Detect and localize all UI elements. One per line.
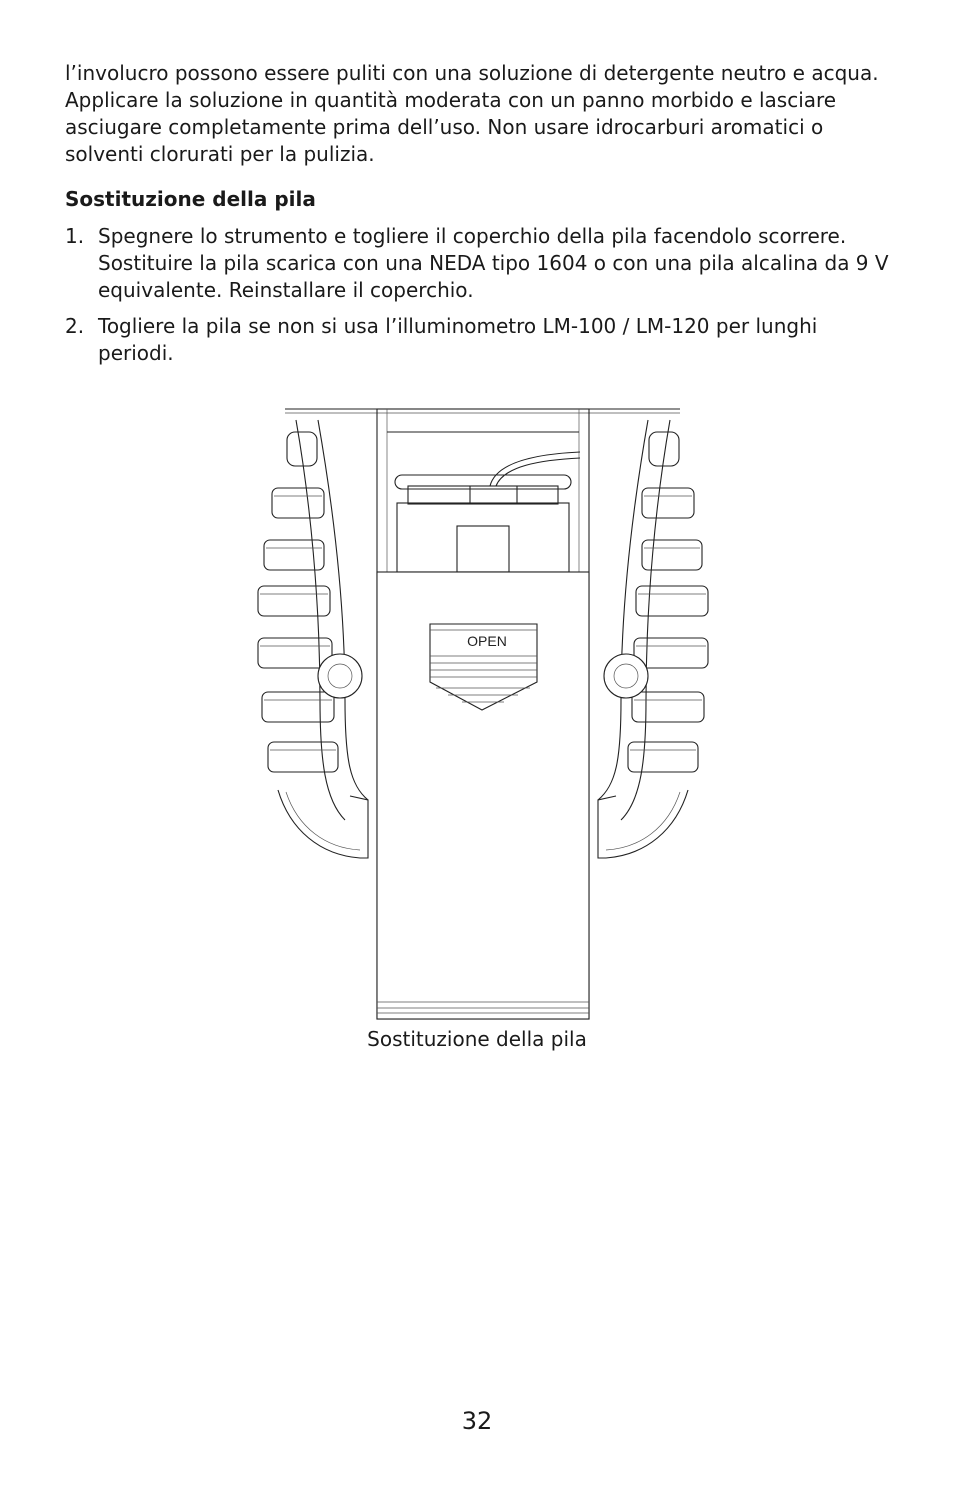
- section-heading: Sostituzione della pila: [65, 187, 316, 211]
- intro-paragraph: l’involucro possono essere puliti con una soluzione di detergente neutro e acqua. Applicare la soluzione in quantità moderata con un panno morbido e lasciare asciugare completamente prima dell’uso. Non usare idrocarburi aromatici o solventi clorurati per la pulizia.: [65, 61, 879, 166]
- step-text: Togliere la pila se non si usa l’illuminometro LM-100 / LM-120 per lunghi periodi.: [98, 314, 818, 365]
- step-text: Spegnere lo strumento e togliere il coperchio della pila facendolo scorrere. Sostituire la pila scarica con una NEDA tipo 1604 o con una pila alcalina da 9 V equivalente. Reinstallare il coperchio.: [98, 224, 889, 302]
- open-label: OPEN: [467, 633, 507, 649]
- steps-list: [65, 223, 895, 367]
- list-item: [65, 223, 895, 304]
- right-grip: [598, 420, 708, 858]
- battery-clip: [395, 475, 571, 489]
- battery: [397, 503, 569, 572]
- list-item: [65, 313, 895, 367]
- page-number: 32: [461, 1407, 493, 1435]
- figure-caption: Sostituzione della pila: [367, 1027, 587, 1051]
- left-strap-button: [318, 654, 362, 698]
- left-grip: [258, 420, 368, 858]
- step-number: 1.: [65, 224, 85, 248]
- battery-terminal: [457, 526, 509, 572]
- step-number: 2.: [65, 314, 85, 338]
- battery-replacement-figure: [250, 400, 710, 1025]
- meter-back-drawing: [250, 400, 710, 1025]
